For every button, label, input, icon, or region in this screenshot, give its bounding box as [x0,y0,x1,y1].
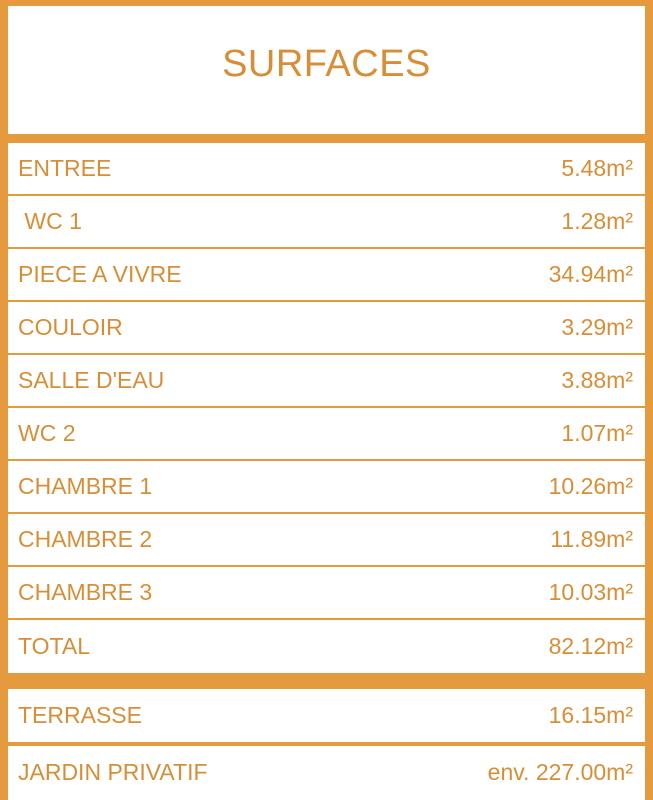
table-row-total [8,620,645,673]
table-row-salle-d-eau [8,355,645,408]
table-row-chambre3 [8,567,645,620]
row-label: TOTAL [18,633,90,659]
row-value: 10.03m² [548,579,633,605]
row-value: 34.94m² [548,261,633,287]
row-value: 3.88m² [561,367,633,393]
table-row-jardin [8,746,645,799]
row-value: env. 227.00m² [487,759,633,785]
row-label: WC 2 [18,420,76,446]
terrasse-table [8,689,645,742]
row-label: WC 1 [18,208,82,234]
page-title: SURFACES [222,42,431,85]
row-label: SALLE D'EAU [18,367,165,393]
row-value: 82.12m² [548,633,633,659]
table-row-chambre1 [8,461,645,514]
row-label: CHAMBRE 2 [18,526,153,552]
row-label: JARDIN PRIVATIF [18,759,208,785]
row-label: CHAMBRE 3 [18,579,153,605]
row-label: COULOIR [18,314,123,340]
table-row-wc2 [8,408,645,461]
row-value: 16.15m² [548,702,633,728]
rooms-table [8,143,645,673]
row-label: CHAMBRE 1 [18,473,153,499]
row-label: ENTREE [18,155,112,181]
row-label: TERRASSE [18,702,142,728]
row-value: 10.26m² [548,473,633,499]
table-row-terrasse [8,689,645,742]
table-row-entree [8,143,645,196]
title-box [8,6,645,134]
jardin-table [8,746,645,800]
table-row-piece-a-vivre [8,249,645,302]
table-row-couloir [8,302,645,355]
row-value: 11.89m² [550,526,633,552]
row-value: 1.07m² [561,420,633,446]
row-value: 1.28m² [561,208,633,234]
row-value: 5.48m² [561,155,633,181]
row-value: 3.29m² [561,314,633,340]
row-label: PIECE A VIVRE [18,261,182,287]
table-row-wc1 [8,196,645,249]
table-row-chambre2 [8,514,645,567]
